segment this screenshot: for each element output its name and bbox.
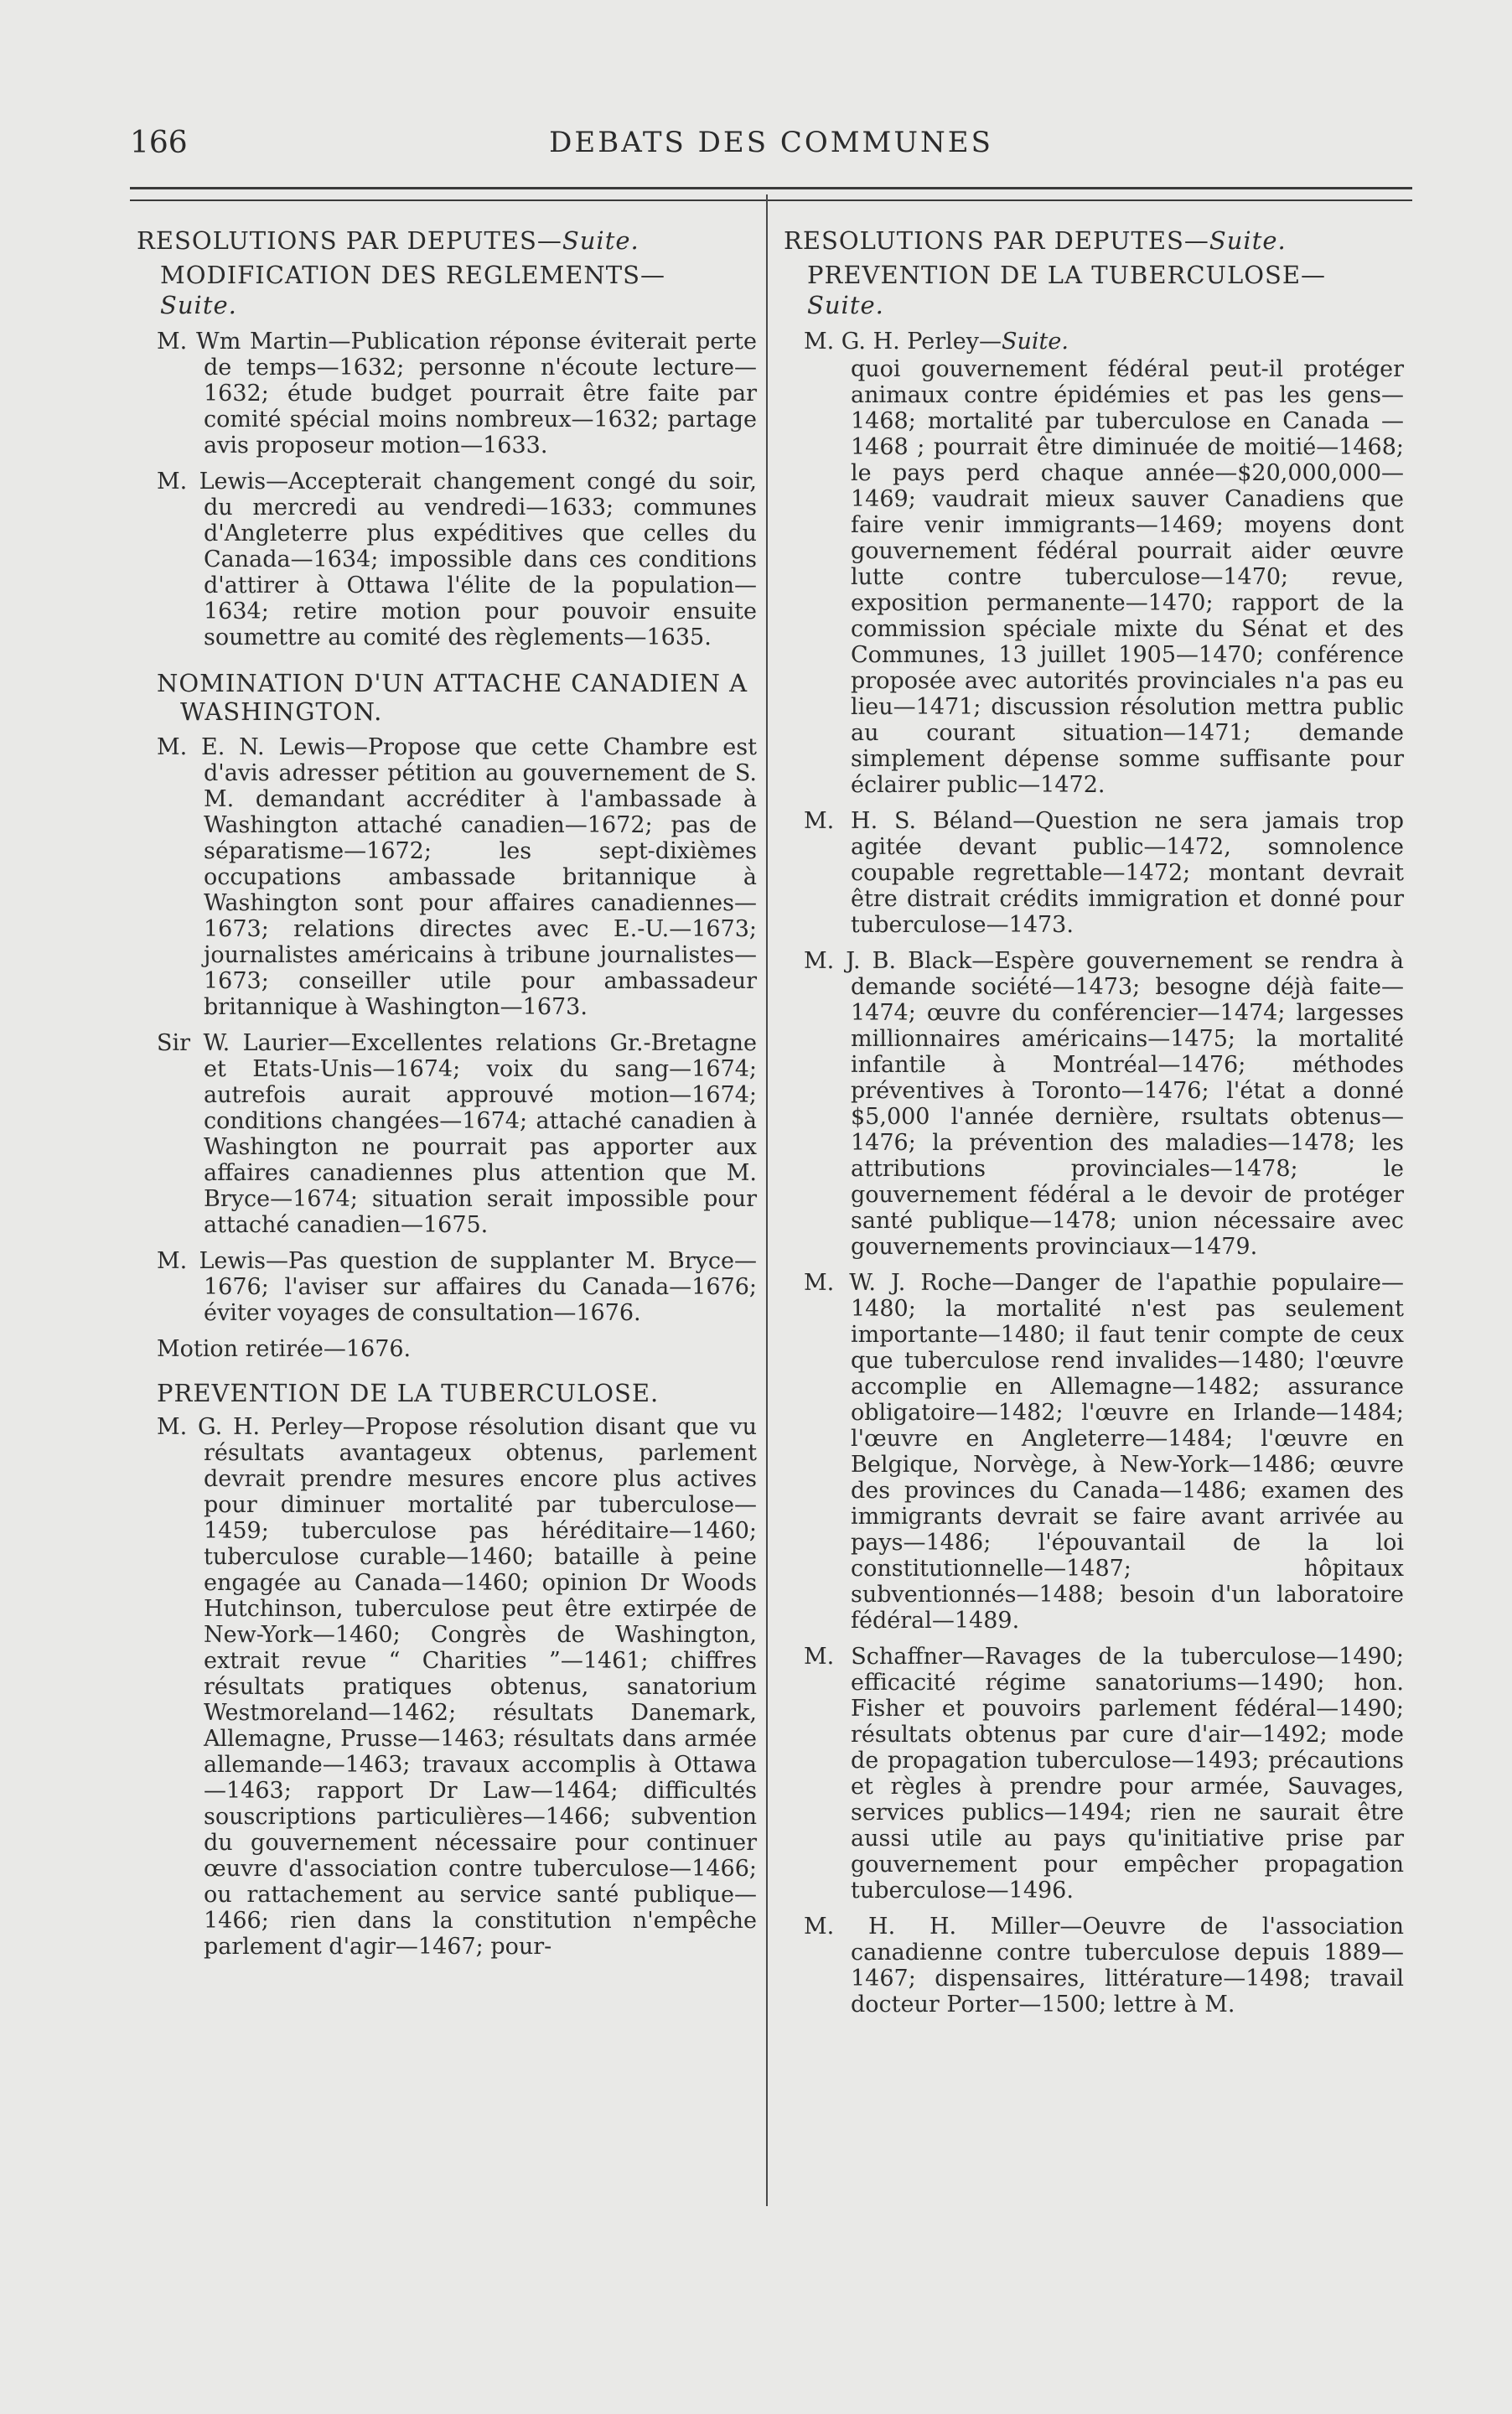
index-entry: Sir W. Laurier—Excellentes relations Gr.-Bretagne et Etats-Unis—1674; voix du sang—1674; autrefois aurait approuvé motion—1674; conditions changées—1674; attaché canadien à Washington ne pourrait pas apporter aux affaires canadiennes plus attention que M. Bryce—1674; situation serait impossible pour attaché canadien—1675.	[157, 1030, 757, 1238]
left-section-title-text: RESOLUTIONS PAR DEPUTES—	[137, 226, 562, 255]
left-section-title	[137, 225, 757, 256]
left-heading-attache: NOMINATION D'UN ATTACHE CANADIEN A WASHINGTON.	[157, 669, 748, 726]
index-entry: M. H. S. Béland—Question ne sera jamais trop agitée devant public—1472, somnolence coupable regrettable—1472; montant devrait être distrait crédits immigration et donné pour tuberculose—1473.	[804, 808, 1404, 938]
header-rule-bottom	[130, 199, 1412, 201]
right-subheading-suite: Suite.	[807, 291, 884, 319]
page-number: 166	[130, 126, 188, 160]
speaker-continued-name: M. G. H. Perley—	[804, 329, 1002, 355]
page-header	[130, 126, 1412, 176]
right-section-title-suite: Suite.	[1209, 226, 1287, 255]
header-rule-top	[130, 187, 1412, 189]
right-section-title	[784, 225, 1404, 256]
index-entry: M. Lewis—Pas question de supplanter M. Bryce—1676; l'aviser sur affaires du Canada—1676; éviter voyages de consultation—1676.	[157, 1248, 757, 1326]
index-entry: M. Schaffner—Ravages de la tuberculose—1490; efficacité régime sanatoriums—1490; hon. Fisher et pouvoirs parlement fédéral—1490; résultats obtenus par cure d'air—1492; mode de propagation tuberculose—1493; précautions et règles à prendre pour armée, Sauvages, services publics—1494; rien ne saurait être aussi utile au pays qu'initiative prise par gouvernement pour empêcher propagation tuberculose—1496.	[804, 1644, 1404, 1904]
index-entry-continuation: quoi gouvernement fédéral peut-il protéger animaux contre épidémies et pas les gens—1468; mortalité par tuberculose en Canada — 1468 ; pourrait être diminuée de moitié—1468; le pays perd chaque année—$20,000,000—1469; vaudrait mieux sauver Canadiens que faire venir immigrants—1469; moyens dont gouvernement fédéral pourrait aider œuvre lutte contre tuberculose—1470; revue, exposition permanente—1470; rapport de la commission spéciale mixte du Sénat et des Communes, 13 juillet 1905—1470; conférence proposée avec autorités provinciales n'a pas eu lieu—1471; discussion résolution mettra public au courant situation—1471; demande simplement dépense somme suffisante pour éclairer public—1472.	[851, 356, 1404, 798]
right-subheading	[784, 260, 1404, 320]
index-entry: M. G. H. Perley—Propose résolution disant que vu résultats avantageux obtenus, parlement devrait prendre mesures encore plus actives pour diminuer mortalité par tuberculose—1459; tuberculose pas héréditaire—1460; tuberculose curable—1460; bataille à peine engagée au Canada—1460; opinion Dr Woods Hutchinson, tuberculose peut être extirpée de New-York—1460; Congrès de Washington, extrait revue “ Charities ”—1461; chiffres résultats pratiques obtenus, sanatorium Westmoreland—1462; résultats Danemark, Allemagne, Prusse—1463; résultats dans armée allemande—1463; travaux accomplis à Ottawa—1463; rapport Dr Law—1464; difficultés souscriptions particulières—1466; subvention du gouvernement nécessaire pour continuer œuvre d'association contre tuberculose—1466; ou rattachement au service santé publique—1466; rien dans la constitution n'empêche parlement d'agir—1467; pour-	[157, 1414, 757, 1960]
index-entry: M. J. B. Black—Espère gouvernement se rendra à demande société—1473; besogne déjà faite—1474; œuvre du conférencier—1474; largesses millionnaires américains—1475; la mortalité infantile à Montréal—1476; méthodes préventives à Toronto—1476; l'état a donné $5,000 l'année dernière, rsultats obtenus—1476; la prévention des maladies—1478; les attributions provinciales—1478; le gouvernement fédéral a le devoir de protéger santé publique—1478; union nécessaire avec gouvernements provinciaux—1479.	[804, 948, 1404, 1260]
running-head: DEBATS DES COMMUNES	[549, 126, 993, 159]
speaker-continued	[784, 329, 1404, 355]
index-entry: M. W. J. Roche—Danger de l'apathie populaire—1480; la mortalité n'est pas seulement importante—1480; il faut tenir compte de ceux que tuberculose rend invalides—1480; l'œuvre accomplie en Allemagne—1482; assurance obligatoire—1482; l'œuvre en Irlande—1484; l'œuvre en Angleterre—1484; l'œuvre en Belgique, Norvège, à New-York—1486; œuvre des provinces du Canada—1486; examen des immigrants devrait se faire avant arrivée au pays—1486; l'épouvantail de la loi constitutionnelle—1487; hôpitaux subventionnés—1488; besoin d'un laboratoire fédéral—1489.	[804, 1270, 1404, 1634]
left-subheading	[137, 260, 757, 320]
index-entry: M. Wm Martin—Publication réponse éviterait perte de temps—1632; personne n'écoute lecture—1632; étude budget pourrait être faite par comité spécial moins nombreux—1632; partage avis proposeur motion—1633.	[157, 329, 757, 458]
left-section-title-suite: Suite.	[562, 226, 639, 255]
speaker-continued-suite: Suite.	[1002, 329, 1069, 355]
right-subheading-text: PREVENTION DE LA TUBERCULOSE—	[807, 261, 1327, 289]
right-column	[784, 225, 1404, 2028]
column-divider	[766, 194, 768, 2206]
left-heading-tuberculose: PREVENTION DE LA TUBERCULOSE.	[157, 1379, 660, 1407]
left-column	[137, 225, 757, 1970]
index-entry: M. E. N. Lewis—Propose que cette Chambre est d'avis adresser pétition au gouvernement de S. M. demandant accréditer à l'ambassade à Washington attaché canadien—1672; pas de séparatisme—1672; les sept-dixièmes occupations ambassade britannique à Washington sont pour affaires canadiennes—1673; relations directes avec E.-U.—1673; journalistes américains à tribune journalistes—1673; conseiller utile pour ambassadeur britannique à Washington—1673.	[157, 734, 757, 1020]
right-section-title-text: RESOLUTIONS PAR DEPUTES—	[784, 226, 1209, 255]
left-subheading-text: MODIFICATION DES REGLEMENTS—	[160, 261, 666, 289]
index-entry: M. H. H. Miller—Oeuvre de l'association canadienne contre tuberculose depuis 1889—1467; dispensaires, littérature—1498; travail docteur Porter—1500; lettre à M.	[804, 1914, 1404, 2018]
index-entry: M. Lewis—Accepterait changement congé du soir, du mercredi au vendredi—1633; communes d'Angleterre plus expéditives que celles du Canada—1634; impossible dans ces conditions d'attirer à Ottawa l'élite de la population—1634; retire motion pour pouvoir ensuite soumettre au comité des règlements—1635.	[157, 469, 757, 650]
left-subheading-suite: Suite.	[160, 291, 237, 319]
motion-line: Motion retirée—1676.	[157, 1336, 412, 1362]
